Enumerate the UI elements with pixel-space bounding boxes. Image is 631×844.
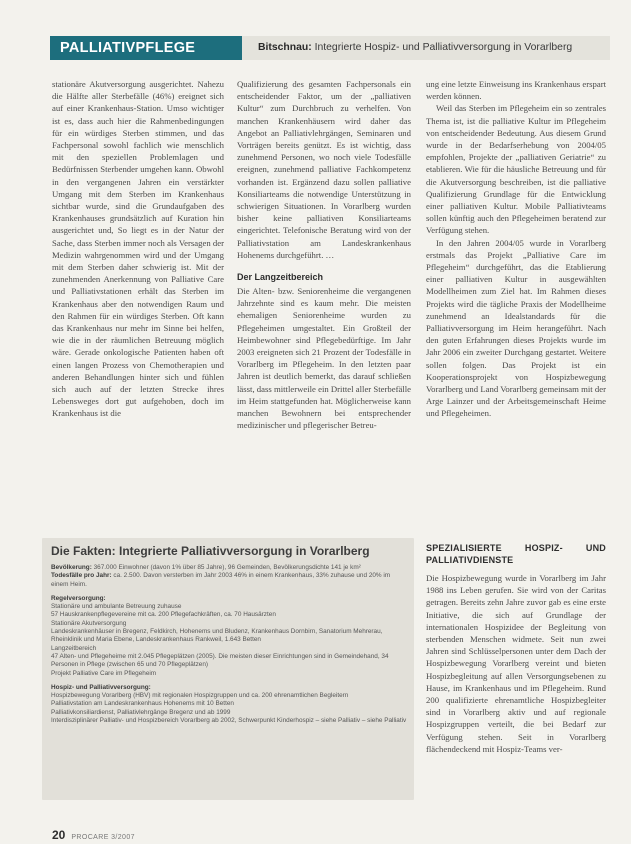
paragraph: In den Jahren 2004/05 wurde in Vorarlberg erstmals das Projekt „Palliative Care im Pflegeheim“ durchgeführt, das die Etablierung einer palliativen Kultur in ausgewählten Modellheimen zum Ziel hat. Im Rahmen dieses Projekts wird die tägliche Praxis der Modellheime zunehmend an Idealstandards für die Palliativversorgung im Heim herangeführt. Nach den guten Erfahrungen dieses Projekts wurde im Jahr 2006 ein zweiter Durchgang gestartet. Weitere sollen folgen. Das Projekt ist ein Kooperationsprojekt von Hospizbewegung Vorarlberg und Land Vorarlberg gemeinsam mit der Arge Lainzer und der Arbeitsgemeinschaft Heime und Pflegeheimen. <box>426 237 606 419</box>
facts-item: Palliativstation am Landeskrankenhaus Hohenems mit 10 Betten <box>51 700 234 708</box>
subheading-spezialisierte-dienste: SPEZIALISIERTE HOSPIZ- UND PALLIATIVDIENSTE <box>426 543 606 565</box>
text-column-1 <box>52 78 224 533</box>
author-name: Bitschnau: <box>258 42 312 53</box>
article-header-title <box>258 36 610 60</box>
facts-item: Palliativkonsiliardienst, Palliativlehrgänge Bregenz und ab 1999 <box>51 708 231 716</box>
text-column-2 <box>237 78 411 533</box>
paragraph: Die Hospizbewegung wurde in Vorarlberg im Jahr 1988 ins Leben gerufen. Sie wird von der Caritas getragen. Bereits zehn Jahre zuvor gab es eine erste Initiative, die sich auf Grundlage der internationalen Hospizidee der Begleitung von sterbenden Menschen widmete. Seit nun zwei Jahren sind Schlüsselpersonen unter dem Dach der Hospizbewegung Vorarlberg vereint und bieten Hospizbegleitung auf allen Versorgungsebenen zu Hause, im Krankenhaus und im Pflegeheim. Rund 200 qualifizierte ehrenamtliche Hospizbegleiter sind in Vorarlberg aktiv und auf regionale Hospizgruppen verteilt, die bei Bedarf zur Verfügung stehen. Seit in Vorarlberg flächendeckend mit Hospiz-Teams ver- <box>426 573 606 754</box>
journal-name: PROCARE 3/2007 <box>71 834 135 841</box>
facts-group-label: Hospiz- und Palliativversorgung: <box>51 683 151 691</box>
paragraph: Weil das Sterben im Pflegeheim ein so zentrales Thema ist, ist die palliative Kultur im Pflegeheim von entscheidender Bedeutung. Aus diesem Grund wurde in der Bedarfserhebung von 2004/05 empfohlen, Projekte der „palliativen Geriatrie“ zu etablieren. Wie für die häusliche Betreuung und für die Akutversorgung beschreiben, ist die palliative Qualifizierung Grundlage für die Entwicklung einer palliativen Kultur. Mobile Palliativteams sollen künftig auch den Pflegeheimen beratend zur Verfügung stehen. <box>426 103 606 236</box>
text-column-3 <box>426 78 606 533</box>
paragraph: stationäre Akutversorgung ausgerichtet. Nahezu die Hälfte aller Sterbefälle (46%) ereignet sich auf einer Krankenhaus-Station. Umso wichtiger ist es, dass auch hier die Rahmenbedingungen für ein würdiges Sterben stimmen, und das Fachpersonal sowohl fachlich wie menschlich mit den speziellen Problemlagen und Bedürfnissen Sterbender umgehen kann. Obwohl in den vergangenen Jahren ein verstärkter Umgang mit dem Sterben im Krankenhaus sichtbar wurde, sind die Grundaufgaben des Krankenhauses grundsätzlich auf Kuration hin ausgerichtet und, So liegt es in der Natur der Sache, dass Sterben immer noch als Versagen der Medizin wahrgenommen wird und der Umgang mit dem Sterben daher schwierig ist. Mit der zunehmenden Anerkennung von Palliative Care und Palliativstationen erhält das Sterben im Krankenhaus aber den notwendigen Raum und den Rahmen für ein würdiges Sterben. Oft kann das Krankenhaus nur mehr im Sinne bei helfen, wie die in der räumlichen Betreuung möglich wäre. Gerade onkologische Patienten haben oft einen langen Prozess von Chemotherapien und anderen Behandlungen hinter sich und fühlen sich auch auf der letzten Strecke ihres Lebensweges dort gut aufgehoben, doch im Krankenhaus ist die <box>52 79 224 419</box>
facts-item: Hospizbewegung Vorarlberg (HBV) mit regionalen Hospizgruppen und ca. 200 ehrenamtlichen Begleitern <box>51 692 349 700</box>
paragraph: ung eine letzte Einweisung ins Krankenhaus erspart werden können. <box>426 79 606 102</box>
facts-item: Projekt Palliative Care im Pflegeheim <box>51 669 157 677</box>
facts-label: Bevölkerung: <box>51 564 92 571</box>
facts-item: Interdisziplinärer Palliativ- und Hospizbereich Vorarlberg ab 2002, Schwerpunkt Kinderhospiz – siehe Palliativ – siehe Palliativ <box>51 717 407 725</box>
subheading-langzeitbereich: Der Langzeitbereich <box>237 272 324 283</box>
facts-group-label: Regelversorgung: <box>51 594 106 602</box>
facts-body <box>51 564 407 725</box>
facts-item: 47 Alten- und Pflegeheime mit 2.045 Pflegeplätzen (2005). Die meisten dieser Einrichtungen sind in Gemeindehand, 34 Personen in Pflege (zwischen 65 und 70 Pflegeplätzen) <box>51 652 389 669</box>
facts-item: Landeskrankenhäuser in Bregenz, Feldkirch, Hohenems und Bludenz, Krankenhaus Dornbirn, Sanatorium Mehrerau, Rheinklinik und Maria Ebene, Landeskrankenhaus Rankweil, 1.643 Betten <box>51 628 383 644</box>
facts-item: Langzeitbereich <box>51 644 97 652</box>
page-footer <box>52 826 135 842</box>
page-number: 20 <box>52 828 66 842</box>
facts-line: Todesfälle pro Jahr: ca. 2.500. Davon versterben im Jahr 2003 46% in einem Krankenhaus, 33% zuhause und 20% im einem Heim. <box>51 572 391 588</box>
facts-item: Stationäre Akutversorgung <box>51 619 127 627</box>
article-title: Integrierte Hospiz- und Palliativversorgung in Vorarlberg <box>311 42 573 53</box>
text-column-3-lower <box>426 543 606 835</box>
facts-line: Bevölkerung: 367.000 Einwohner (davon 1% über 85 Jahre), 96 Gemeinden, Bevölkerungsdichte 141 je km² <box>51 564 361 571</box>
facts-label: Todesfälle pro Jahr: <box>51 572 112 580</box>
facts-box <box>42 538 414 800</box>
facts-title: Die Fakten: Integrierte Palliativversorgung in Vorarlberg <box>51 544 370 558</box>
facts-item: Stationäre und ambulante Betreuung zuhause <box>51 603 182 611</box>
facts-item: 57 Hauskrankenpflegevereine mit ca. 200 Pflegefachkräften, ca. 70 Hausärzten <box>51 611 276 619</box>
paragraph: Qualifizierung des gesamten Fachpersonals ein entscheidender Faktor, um der „palliativen Kultur“ zum Durchbruch zu verhelfen. Von manchen Krankenhäusern wird daher das Angebot an Palliativlehrgängen, Seminaren und Vorträgen bereits genützt. Es ist wichtig, dass zunehmend Personen, wo noch viele Todesfälle ereignen, zunehmend palliative Fachkompetenz vorhanden ist. Ergänzend dazu sollen palliative Konsiliarteams die notwendige Unterstützung in schwierigen Situationen. In Vorarlberg wurden bisher keine palliativen Konsiliarteams eingerichtet. Telefonische Beratung wird von der Palliativstation am Landeskrankenhaus Hohenems durchgeführt. … <box>237 79 411 260</box>
paragraph: Die Alten- bzw. Seniorenheime die vergangenen Jahrzehnte sind es kaum mehr. Die meisten ehemaligen Seniorenheime wurden zu Pflegeheimen umgestaltet. Ein Großteil der Heimbewohner sind Pflegebedürftige. Im Jahr 2003 ereigneten sich 21 Prozent der Todesfälle in Vorarlberg im Pflegeheim. In den letzten paar Jahren ist deutlich bemerkt, das darauf schließen lässt, dass mittlerweile ein Drittel aller Sterbefälle im Heim stattgefunden hat. Möglicherweise kann manchen Bewohnern bei entsprechender medizinischer und pflegerischer Betreu- <box>237 286 411 431</box>
section-label: PALLIATIVPFLEGE <box>50 36 242 60</box>
